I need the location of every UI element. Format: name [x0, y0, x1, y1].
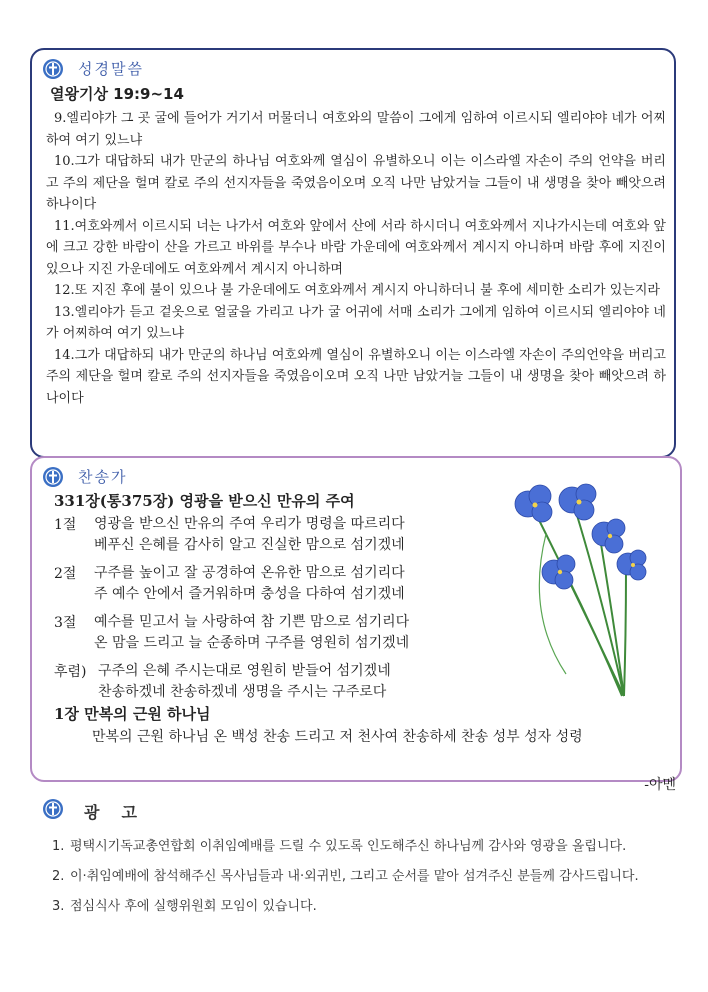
cross-emblem-icon: [42, 798, 64, 820]
hymn-1-text: 만복의 근원 하나님 온 백성 찬송 드리고 저 천사여 찬송하세 찬송 성부 성자 성령: [92, 729, 583, 745]
verse: 9.엘리야가 그 곳 굴에 들어가 거기서 머물더니 여호와의 말씀이 그에게 임하여 이르시되 엘리야야 네가 어찌하여 여기 있느냐: [46, 111, 666, 148]
hymn-stanzas: [54, 514, 514, 710]
announcement-text: 이·취임예배에 참석해주신 목사님들과 내·외귀빈, 그리고 순서를 맡아 섬겨주신 분들께 감사드립니다.: [70, 869, 639, 884]
verse: 10.그가 대답하되 내가 만군의 하나님 여호와께 열심이 유별하오니 이는 이스라엘 자손이 주의 언약을 버리고 주의 제단을 헐며 칼로 주의 선지자들을 죽였음이오며 오직 나만 남았거늘 그들이 내 생명을 찾아 빼앗으려 하나이다: [46, 154, 666, 212]
pansy-flower-illustration: [506, 474, 662, 700]
refrain-line: 찬송하겠네 찬송하겠네 생명을 주시는 구주로다: [98, 684, 387, 700]
announcements-list: [52, 836, 670, 926]
announcement-number: 2.: [52, 869, 65, 884]
refrain-line: 구주의 은혜 주시는대로 영원히 받들어 섬기겠네: [98, 663, 391, 679]
amen: -아멘: [644, 777, 676, 793]
cross-emblem-icon: [42, 466, 64, 488]
stanza-line: 영광을 받으신 만유의 주여 우리가 명령을 따르리다: [94, 516, 405, 532]
verse: 13.엘리야가 듣고 겉옷으로 얼굴을 가리고 나가 굴 어귀에 서매 소리가 그에게 임하여 이르시되 엘리야야 네가 어찌하여 여기 있느냐: [46, 304, 666, 341]
hymn-1-title: 1장 만복의 근원 하나님: [54, 705, 211, 723]
stanza: [54, 563, 514, 605]
stanza-line: 주 예수 안에서 즐거워하며 충성을 다하여 섬기겠네: [94, 586, 405, 602]
refrain: [54, 661, 514, 703]
announcement-item: [52, 836, 670, 857]
scripture-title: 성경말씀: [78, 60, 144, 78]
announcements-title: 광고: [84, 803, 159, 822]
stanza-number: 3절: [54, 615, 77, 631]
scripture-reference: 열왕기상 19:9~14: [50, 85, 184, 103]
stanza-number: 2절: [54, 566, 77, 582]
verse: 11.여호와께서 이르시되 너는 나가서 여호와 앞에서 산에 서라 하시더니 여호와께서 지나가시는데 여호와 앞에 크고 강한 바람이 산을 가르고 바위를 부수나 바람 가운데에 여호와께서 계시지 아니하며 바람 후에 지진이 있으나 지진 가운데에도 여호와께서 계시지 아니하며: [46, 218, 666, 277]
stanza-line: 베푸신 은혜를 감사히 알고 진실한 맘으로 섬기겠네: [94, 537, 405, 553]
announcement-number: 1.: [52, 839, 65, 854]
stanza: [54, 514, 514, 556]
announcement-item: [52, 866, 670, 887]
hymn-331-title: 331장(통375장) 영광을 받으신 만유의 주여: [54, 492, 355, 510]
stanza-line: 온 맘을 드리고 늘 순종하며 구주를 영원히 섬기겠네: [94, 635, 410, 651]
announcement-item: [52, 896, 670, 917]
cross-emblem-icon: [42, 58, 64, 80]
stanza: [54, 612, 514, 654]
stanza-number: 1절: [54, 517, 77, 533]
announcement-text: 점심식사 후에 실행위원회 모임이 있습니다.: [70, 899, 317, 914]
verse: 14.그가 대답하되 내가 만군의 하나님 여호와께 열심이 유별하오니 이는 이스라엘 자손이 주의언약을 버리고 주의 제단을 헐며 칼로 주의 선지자들을 죽였음이오며 오직 나만 남았거늘 그들이 내 생명을 찾아 빼앗으려 하나이다: [46, 347, 666, 406]
verse: 12.또 지진 후에 불이 있으나 불 가운데에도 여호와께서 계시지 아니하더니 불 후에 세미한 소리가 있는지라: [54, 283, 660, 298]
announcement-text: 평택시기독교총연합회 이취임예배를 드릴 수 있도록 인도해주신 하나님께 감사와 영광을 올립니다.: [70, 839, 627, 854]
scripture-section: [30, 48, 676, 458]
hymn-section-title: 찬송가: [78, 468, 128, 486]
stanza-line: 예수를 믿고서 늘 사랑하여 참 기쁜 맘으로 섬기리다: [94, 614, 410, 630]
stanza-line: 구주를 높이고 잘 공경하여 온유한 맘으로 섬기리다: [94, 565, 405, 581]
scripture-verses: [46, 108, 666, 409]
refrain-label: 후렴): [54, 664, 87, 680]
announcement-number: 3.: [52, 899, 65, 914]
